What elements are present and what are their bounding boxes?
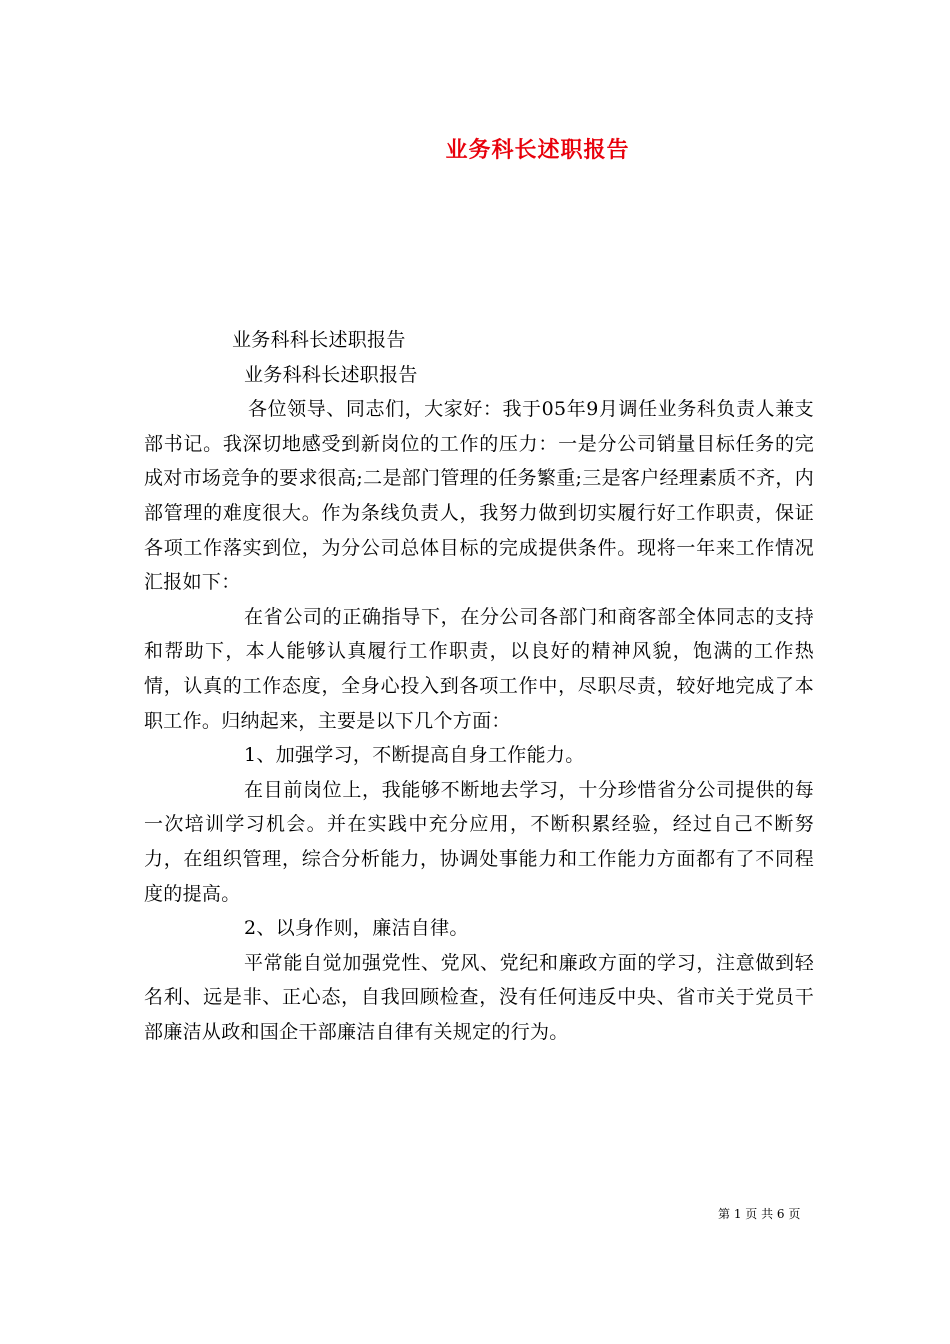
document-title: 业务科长述职报告 xyxy=(445,137,630,163)
paragraph-overview: 在省公司的正确指导下，在分公司各部门和商客部全体同志的支持和帮助下，本人能够认真履行工作职责，以良好的精神风貌，饱满的工作热情，认真的工作态度，全身心投入到各项工作中，尽职尽责，较好地完成了本职工作。归纳起来，主要是以下几个方面： xyxy=(144,605,814,732)
section-heading-1: 1、加强学习，不断提高自身工作能力。 xyxy=(244,744,585,767)
section-heading-2: 2、以身作则，廉洁自律。 xyxy=(244,917,469,940)
subtitle-line-2: 业务科科长述职报告 xyxy=(244,363,418,386)
page-number: 第 1 页 共 6 页 xyxy=(718,1207,801,1221)
paragraph-learning: 在目前岗位上，我能够不断地去学习，十分珍惜省分公司提供的每一次培训学习机会。并在实践中充分应用，不断积累经验，经过自己不断努力，在组织管理，综合分析能力，协调处事能力和工作能力方面都有了不同程度的提高。 xyxy=(144,778,814,905)
paragraph-greeting: 各位领导、同志们，大家好：我于05年9月调任业务科负责人兼支部书记。我深切地感受到新岗位的工作的压力：一是分公司销量目标任务的完成对市场竞争的要求很高;二是部门管理的任务繁重;三是客户经理素质不齐，内部管理的难度很大。作为条线负责人，我努力做到切实履行好工作职责，保证各项工作落实到位，为分公司总体目标的完成提供条件。现将一年来工作情况汇报如下： xyxy=(144,398,814,594)
subtitle-line-1: 业务科科长述职报告 xyxy=(232,329,406,351)
paragraph-integrity: 平常能自觉加强党性、党风、党纪和廉政方面的学习，注意做到轻名利、远是非、正心态，自我回顾检查，没有任何违反中央、省市关于党员干部廉洁从政和国企干部廉洁自律有关规定的行为。 xyxy=(144,951,814,1043)
document-body xyxy=(144,323,814,1049)
